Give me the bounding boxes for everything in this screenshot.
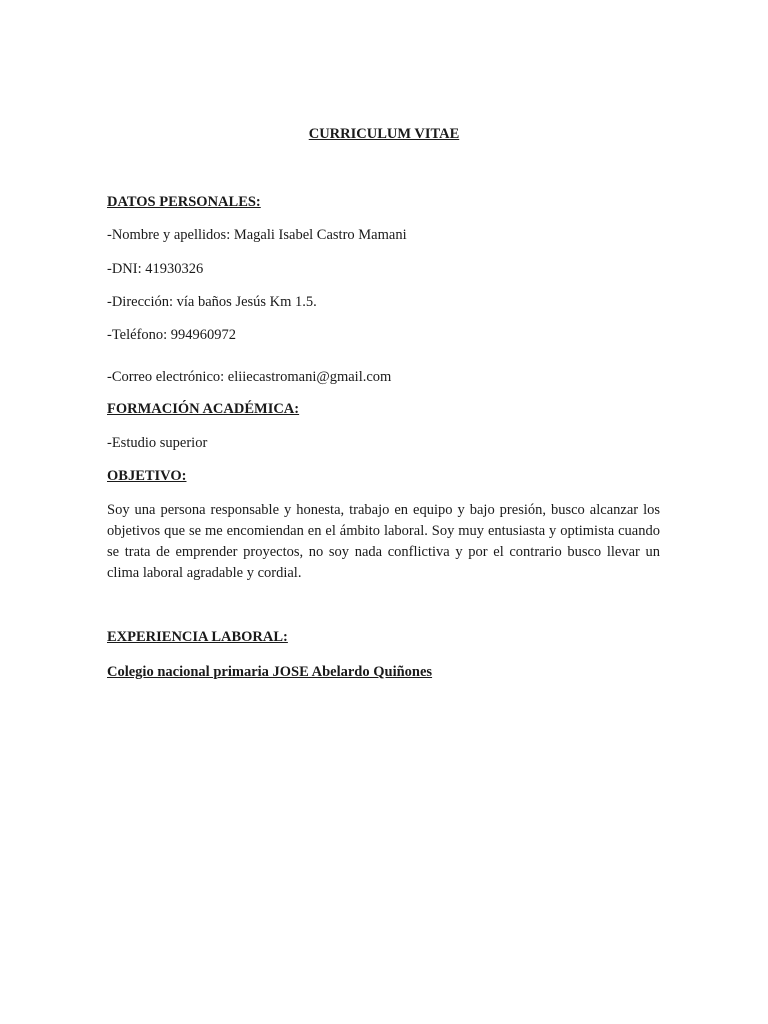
email-line: -Correo electrónico: eliiecastromani@gmail.com [107,369,392,385]
dni-line: -DNI: 41930326 [107,261,204,277]
experience-employer: Colegio nacional primaria JOSE Abelardo Quiñones [107,664,433,680]
name-line: -Nombre y apellidos: Magali Isabel Castro Mamani [107,227,407,243]
objective-paragraph: Soy una persona responsable y honesta, trabajo en equipo y bajo presión, busco alcanzar los objetivos que se me encomiendan en el ámbito laboral. Soy muy entusiasta y optimista cuando se trata de emprender proyectos, no soy nada conflictiva y por el contrario busco llevar un clima laboral agradable y cordial. [107,502,660,581]
objective-heading: OBJETIVO: [107,468,187,484]
phone-line: -Teléfono: 994960972 [107,327,237,343]
personal-data-heading: DATOS PERSONALES: [107,194,261,210]
education-item: -Estudio superior [107,435,208,451]
experience-heading: EXPERIENCIA LABORAL: [107,629,288,645]
address-line: -Dirección: vía baños Jesús Km 1.5. [107,294,317,310]
document-title: CURRICULUM VITAE [308,126,460,142]
education-heading: FORMACIÓN ACADÉMICA: [107,401,300,417]
